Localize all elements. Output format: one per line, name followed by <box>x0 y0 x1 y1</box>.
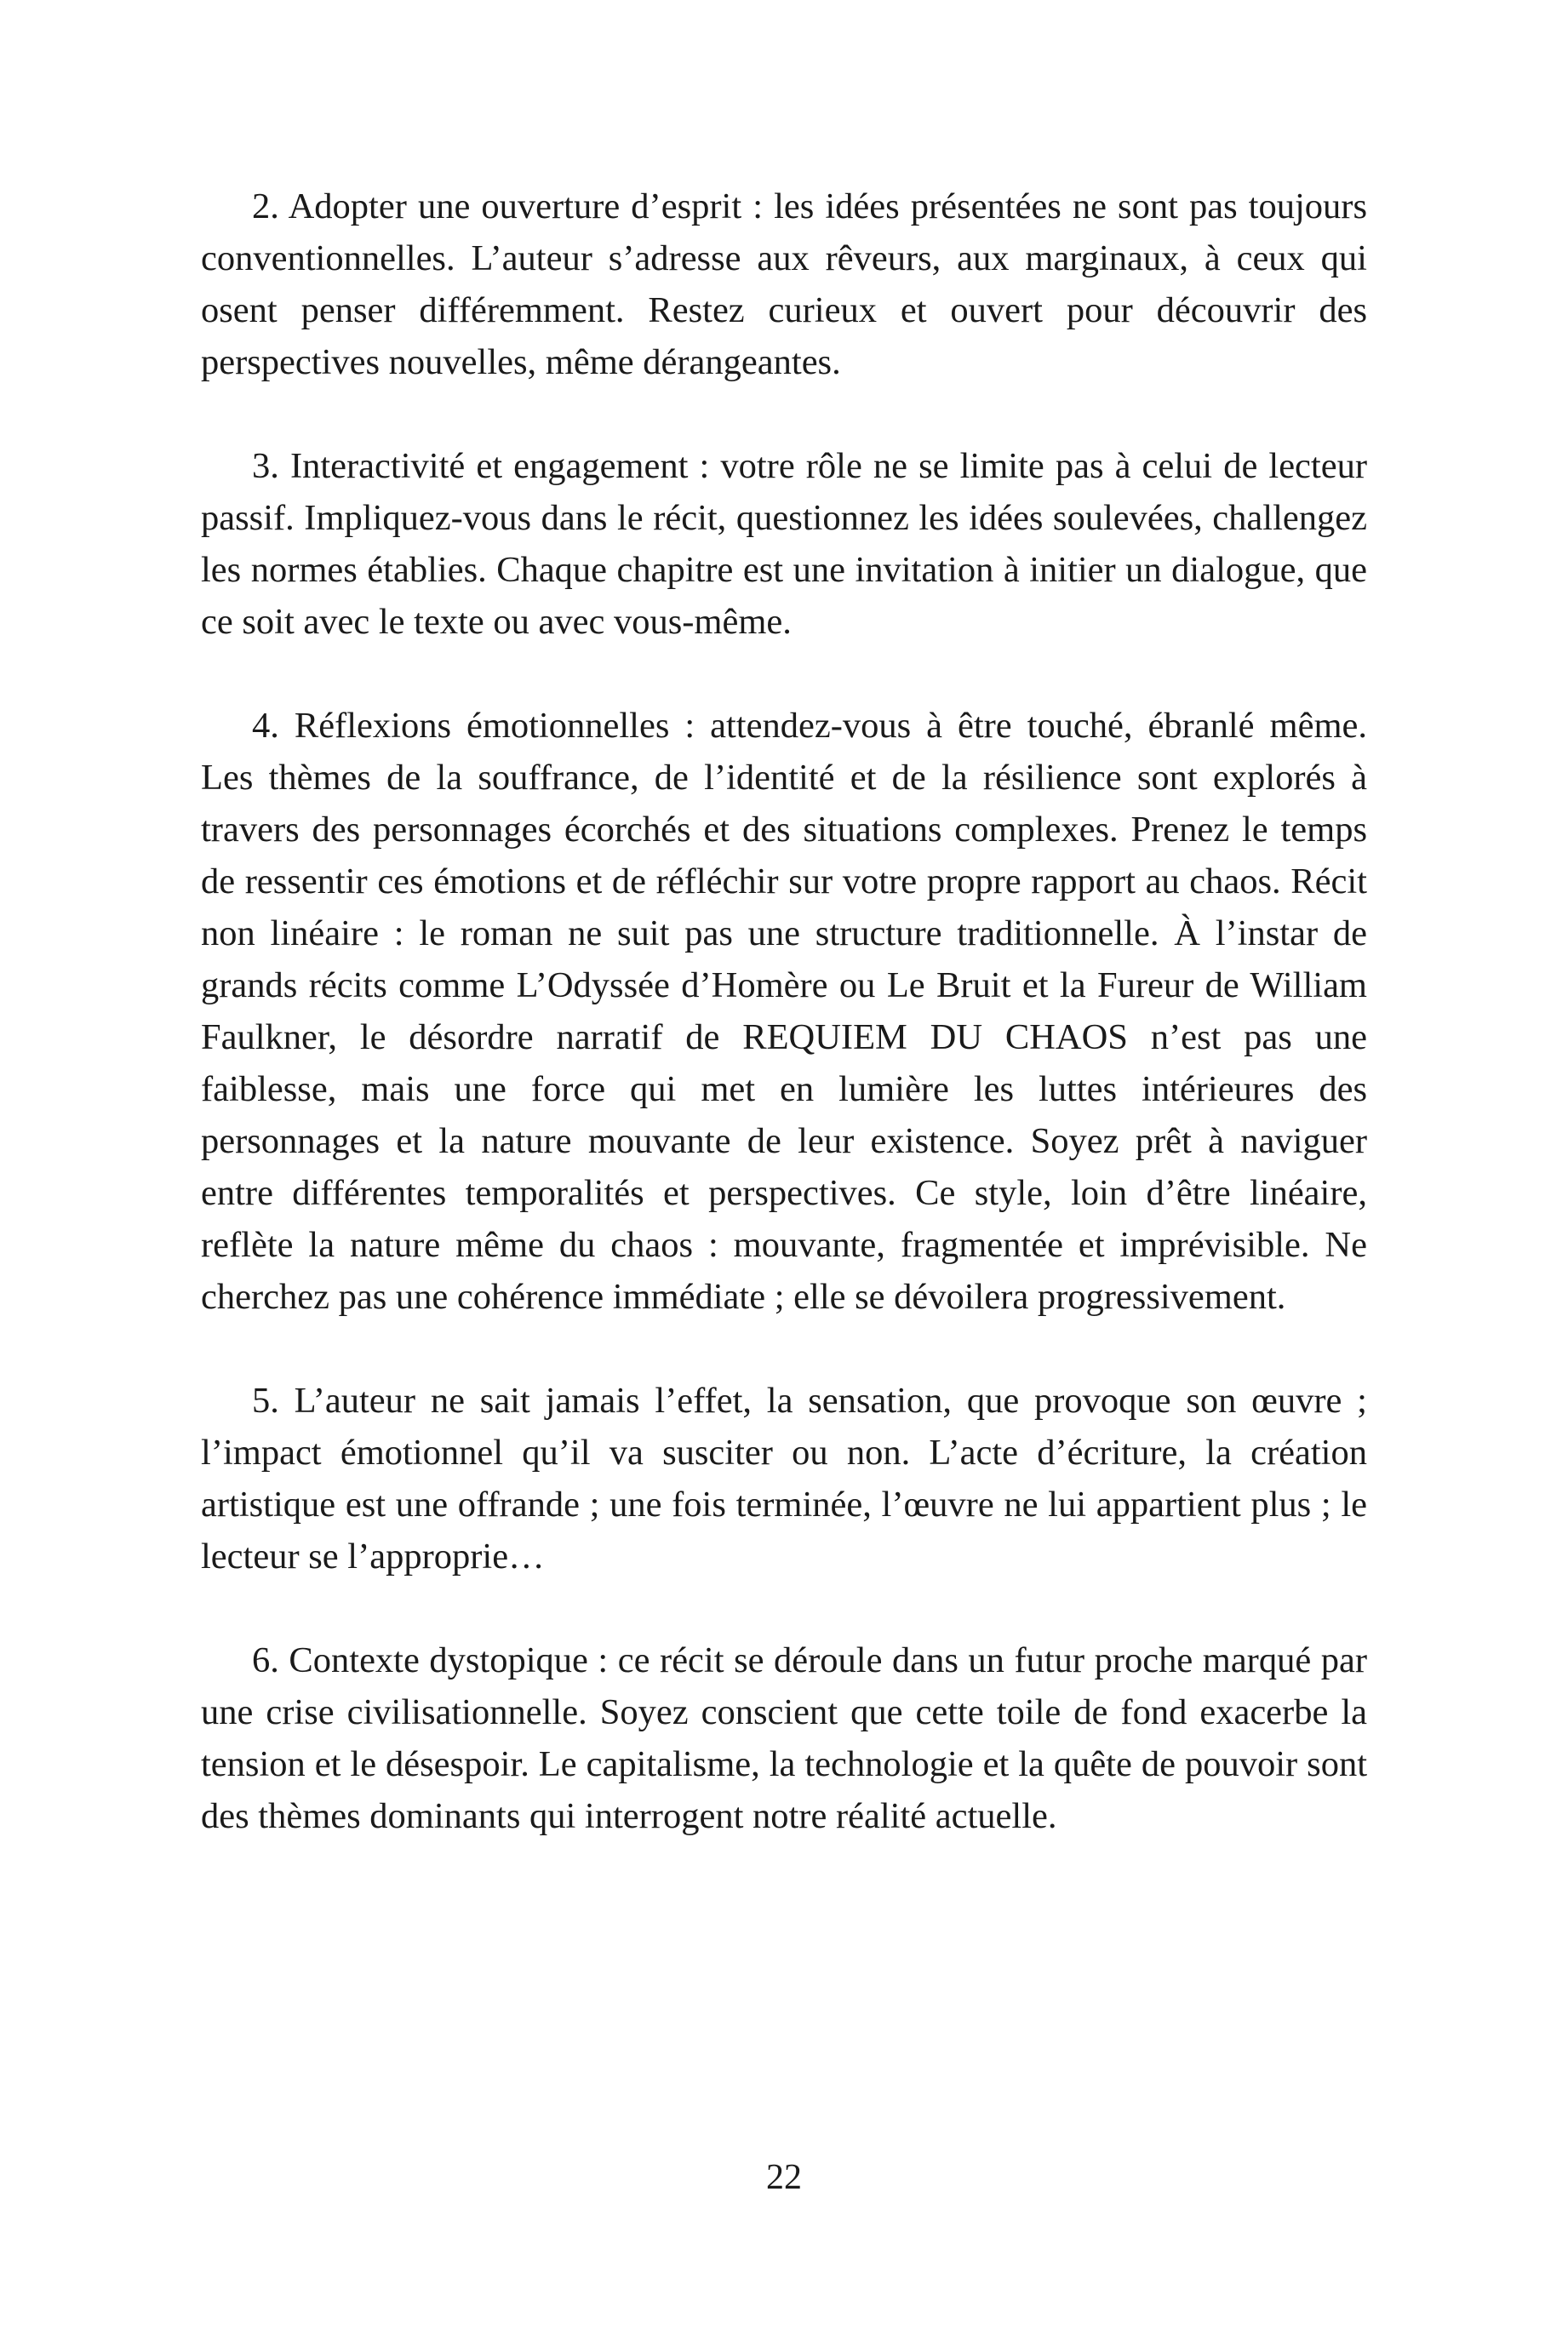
paragraph-point-4: 4. Réflexions émotionnelles : attendez-vous à être touché, ébranlé même. Les thèmes de la souffrance, de l’identité et de la résilience sont explorés à travers des personnages écorchés et des situations complexes. Prenez le temps de ressentir ces émotions et de réfléchir sur votre propre rapport au chaos. Récit non linéaire : le roman ne suit pas une structure traditionnelle. À l’instar de grands récits comme L’Odyssée d’Homère ou Le Bruit et la Fureur de William Faulkner, le désordre narratif de REQUIEM DU CHAOS n’est pas une faiblesse, mais une force qui met en lumière les luttes intérieures des personnages et la nature mouvante de leur existence. Soyez prêt à naviguer entre différentes temporalités et perspectives. Ce style, loin d’être linéaire, reflète la nature même du chaos : mouvante, fragmentée et imprévisible. Ne cherchez pas une cohérence immédiate ; elle se dévoilera progressivement. <box>201 706 1367 1317</box>
paragraph-point-3: 3. Interactivité et engagement : votre rôle ne se limite pas à celui de lecteur passif. Impliquez-vous dans le récit, questionnez les idées soulevées, challengez les normes établies. Chaque chapitre est une invitation à initier un dialogue, que ce soit avec le texte ou avec vous-même. <box>201 446 1367 642</box>
paragraph-point-5: 5. L’auteur ne sait jamais l’effet, la sensation, que provoque son œuvre ; l’impact émotionnel qu’il va susciter ou non. L’acte d’écriture, la création artistique est une offrande ; une fois terminée, l’œuvre ne lui appartient plus ; le lecteur se l’approprie… <box>201 1381 1367 1577</box>
page-number: 22 <box>766 2158 802 2197</box>
paragraph-point-2: 2. Adopter une ouverture d’esprit : les idées présentées ne sont pas toujours conventionnelles. L’auteur s’adresse aux rêveurs, aux marginaux, à ceux qui osent penser différemment. Restez curieux et ouvert pour découvrir des perspectives nouvelles, même dérangeantes. <box>201 186 1367 382</box>
page-body <box>201 180 1367 1894</box>
paragraph-point-6: 6. Contexte dystopique : ce récit se déroule dans un futur proche marqué par une crise civilisationnelle. Soyez conscient que cette toile de fond exacerbe la tension et le désespoir. Le capitalisme, la technologie et la quête de pouvoir sont des thèmes dominants qui interrogent notre réalité actuelle. <box>201 1640 1367 1836</box>
